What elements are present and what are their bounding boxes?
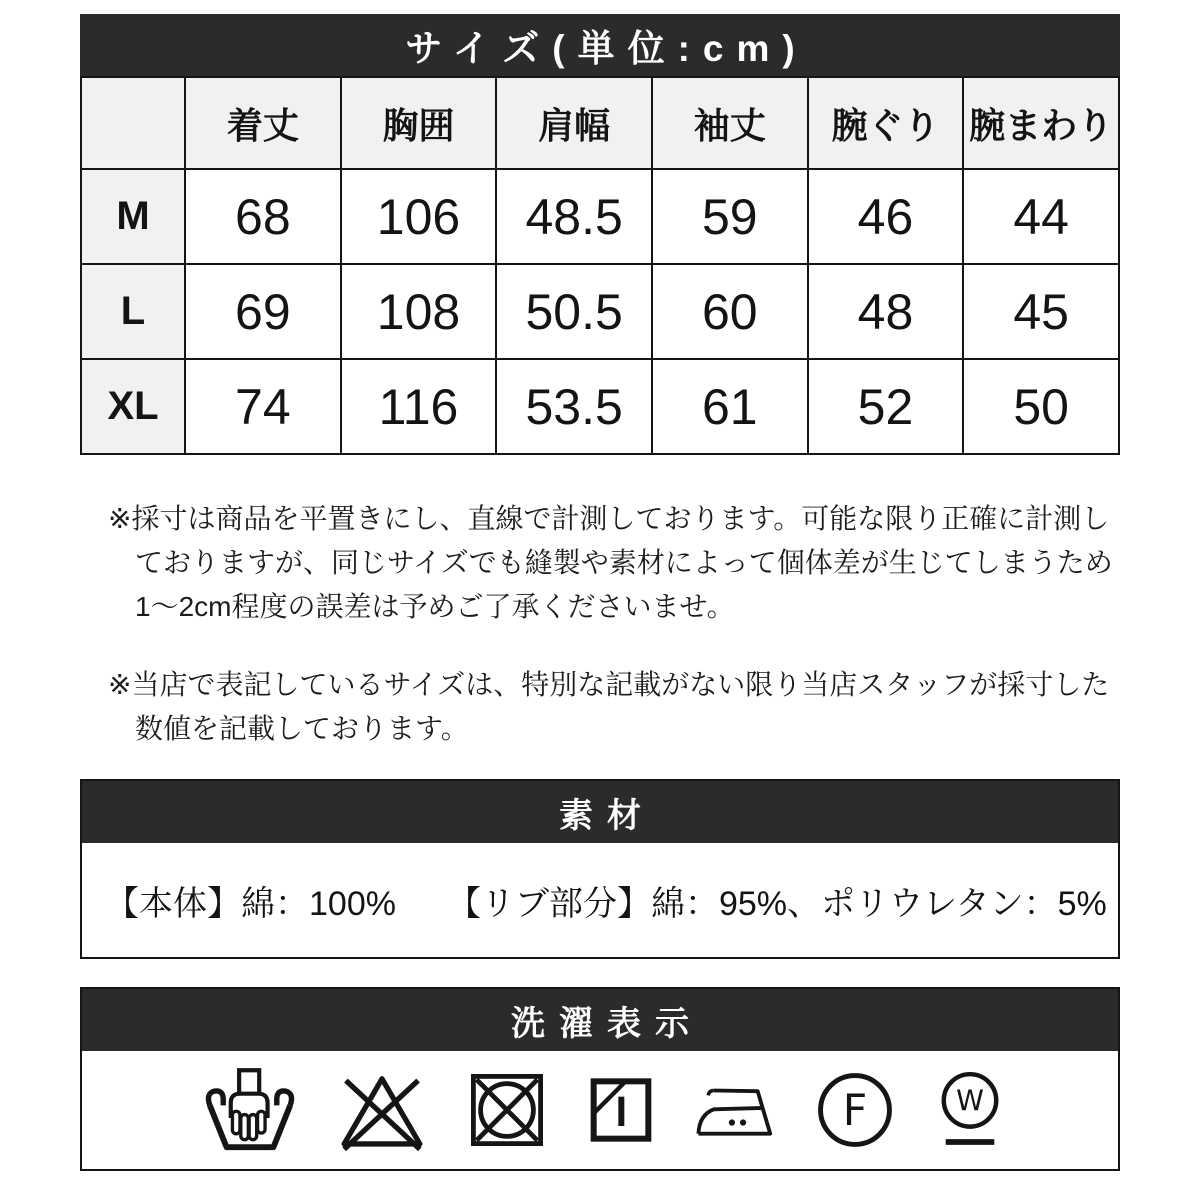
wet-clean-icon — [938, 1071, 1002, 1149]
size-chart-title-bar — [80, 14, 1120, 76]
column-header: 腕ぐり — [808, 77, 964, 169]
measurement-value: 60 — [652, 264, 808, 359]
note-line: ておりますが、同じサイズでも縫製や素材によって個体差が生じてしまうため — [135, 547, 1113, 578]
measurement-value: 108 — [341, 264, 497, 359]
column-header: 腕まわり — [963, 77, 1119, 169]
size-label: M — [81, 169, 185, 264]
material-title-bar — [82, 781, 1118, 843]
note-line: ※当店で表記しているサイズは、特別な記載がない限り当店スタッフが採寸した — [108, 669, 1110, 700]
measurement-value: 44 — [963, 169, 1119, 264]
measurement-value: 48.5 — [496, 169, 652, 264]
care-box — [80, 987, 1120, 1171]
table-row — [81, 169, 1119, 264]
measurement-value: 50 — [963, 359, 1119, 454]
shade-line-dry-icon — [589, 1076, 653, 1144]
material-box — [80, 779, 1120, 959]
size-table — [80, 76, 1120, 455]
measurement-value: 50.5 — [496, 264, 652, 359]
measurement-value: 68 — [185, 169, 341, 264]
hand-wash-icon — [204, 1066, 296, 1154]
column-header: 着丈 — [185, 77, 341, 169]
note-line: 1〜2cm程度の誤差は予めご了承くださいませ。 — [135, 591, 735, 622]
measurement-value: 45 — [963, 264, 1119, 359]
measurement-value: 74 — [185, 359, 341, 454]
do-not-tumble-dry-icon — [467, 1070, 547, 1150]
corner-cell — [81, 77, 185, 169]
measurement-value: 106 — [341, 169, 497, 264]
dry-clean-petroleum-icon — [814, 1069, 896, 1151]
staff-measurement-note — [80, 663, 1120, 751]
column-header: 肩幅 — [496, 77, 652, 169]
care-symbols-row — [82, 1051, 1118, 1169]
measurement-value: 61 — [652, 359, 808, 454]
measurement-value: 69 — [185, 264, 341, 359]
care-title: 洗濯表示 — [511, 1004, 703, 1043]
note-line: 数値を記載しております。 — [135, 713, 469, 744]
do-not-bleach-icon — [338, 1070, 426, 1151]
table-row — [81, 359, 1119, 454]
size-table-header-row — [81, 77, 1119, 169]
size-label: L — [81, 264, 185, 359]
size-label: XL — [81, 359, 185, 454]
dry-clean-letter: F — [843, 1085, 868, 1136]
column-header: 袖丈 — [652, 77, 808, 169]
measurement-value: 59 — [652, 169, 808, 264]
material-text: 【本体】綿：100% 【リブ部分】綿：95%、ポリウレタン：5% — [105, 884, 1107, 923]
measuring-note — [80, 497, 1120, 629]
measurement-value: 116 — [341, 359, 497, 454]
table-row — [81, 264, 1119, 359]
measurement-value: 48 — [808, 264, 964, 359]
measurement-value: 46 — [808, 169, 964, 264]
column-header: 胸囲 — [341, 77, 497, 169]
measurement-value: 53.5 — [496, 359, 652, 454]
note-line: ※採寸は商品を平置きにし、直線で計測しております。可能な限り正確に計測し — [108, 503, 1110, 534]
wet-clean-letter: W — [956, 1084, 984, 1118]
material-title: 素材 — [559, 796, 655, 835]
care-title-bar — [82, 989, 1118, 1051]
iron-medium-heat-icon — [695, 1081, 773, 1139]
size-chart-title: サイズ(単位:cm) — [405, 28, 808, 69]
measurement-value: 52 — [808, 359, 964, 454]
